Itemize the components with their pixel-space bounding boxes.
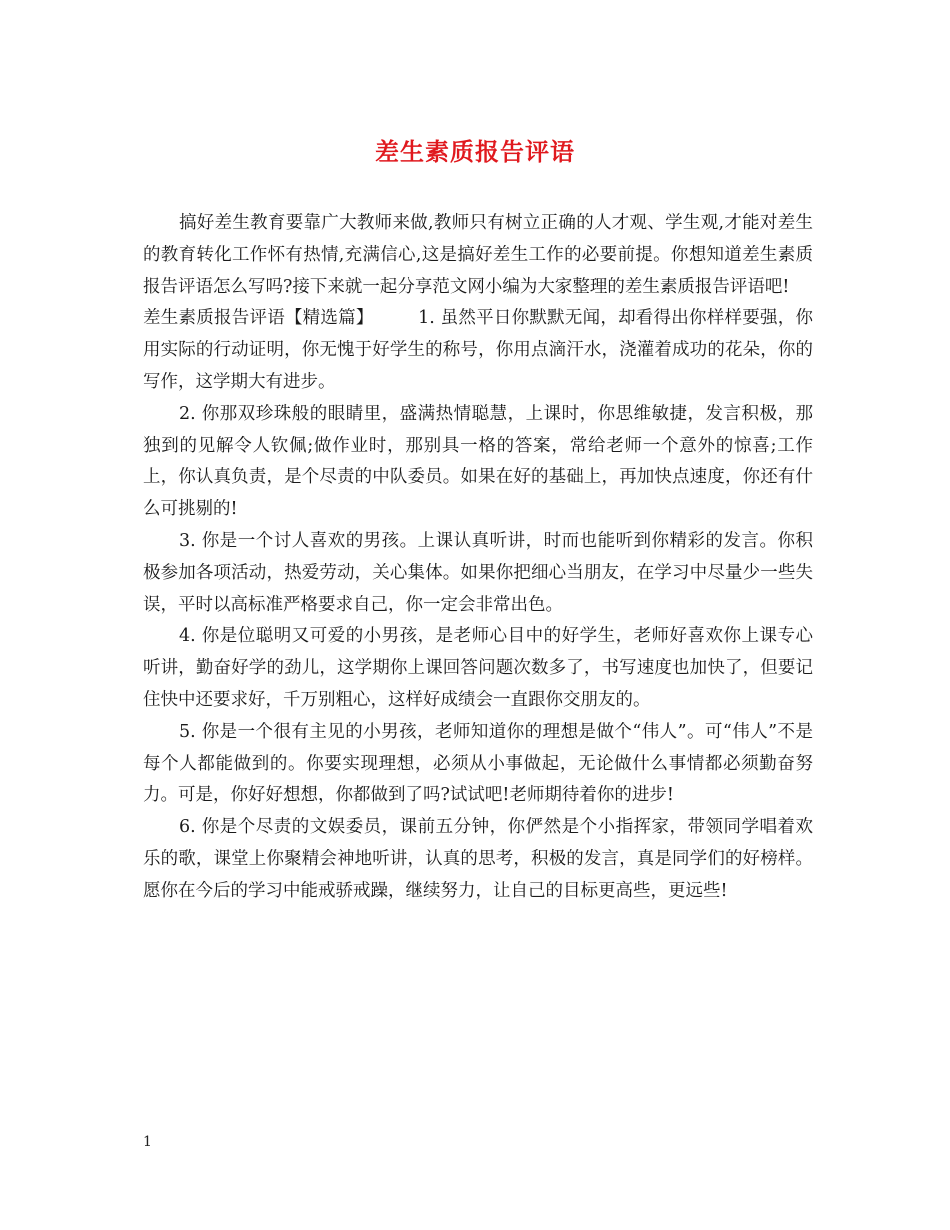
document-title: 差生素质报告评语 [375,137,575,166]
comment-item-3: 3. 你是一个讨人喜欢的男孩。上课认真听讲，时而也能听到你精彩的发言。你积极参加各项活动，热爱劳动，关心集体。如果你把细心当朋友，在学习中尽量少一些失误，平时以高标准严格要求自己，你一定会非常出色。 [143,530,813,615]
page-number: 1 [143,1134,152,1150]
document-body [143,208,813,908]
intro-paragraph: 搞好差生教育要靠广大教师来做,教师只有树立正确的人才观、学生观,才能对差生的教育转化工作怀有热情,充满信心,这是搞好差生工作的必要前提。你想知道差生素质报告评语怎么写吗?接下来就一起分享范文网小编为大家整理的差生素质报告评语吧! [143,213,813,297]
section-heading-and-item-1: 差生素质报告评语【精选篇】 1. 虽然平日你默默无闻，却看得出你样样要强，你用实际的行动证明，你无愧于好学生的称号，你用点滴汗水，浇灌着成功的花朵，你的写作，这学期大有进步。 [143,308,813,392]
comment-item-5: 5. 你是一个很有主见的小男孩，老师知道你的理想是做个“伟人”。可“伟人”不是每个人都能做到的。你要实现理想，必须从小事做起，无论做什么事情都必须勤奋努力。可是，你好好想想，你都做到了吗?试试吧!老师期待着你的进步! [143,721,813,806]
comment-item-6: 6. 你是个尽责的文娱委员，课前五分钟，你俨然是个小指挥家，带领同学唱着欢乐的歌，课堂上你聚精会神地听讲，认真的思考，积极的发言，真是同学们的好榜样。愿你在今后的学习中能戒骄戒躁，继续努力，让自己的目标更高些，更远些! [143,817,813,901]
comment-item-4: 4. 你是位聪明又可爱的小男孩，是老师心目中的好学生，老师好喜欢你上课专心听讲，勤奋好学的劲儿，这学期你上课回答问题次数多了，书写速度也加快了，但要记住快中还要求好，千万别粗心，这样好成绩会一直跟你交朋友的。 [143,626,813,710]
comment-item-2: 2. 你那双珍珠般的眼睛里，盛满热情聪慧，上课时，你思维敏捷，发言积极，那独到的见解令人钦佩;做作业时，那别具一格的答案，常给老师一个意外的惊喜;工作上，你认真负责，是个尽责的中队委员。如果在好的基础上，再加快点速度，你还有什么可挑剔的! [143,403,813,520]
